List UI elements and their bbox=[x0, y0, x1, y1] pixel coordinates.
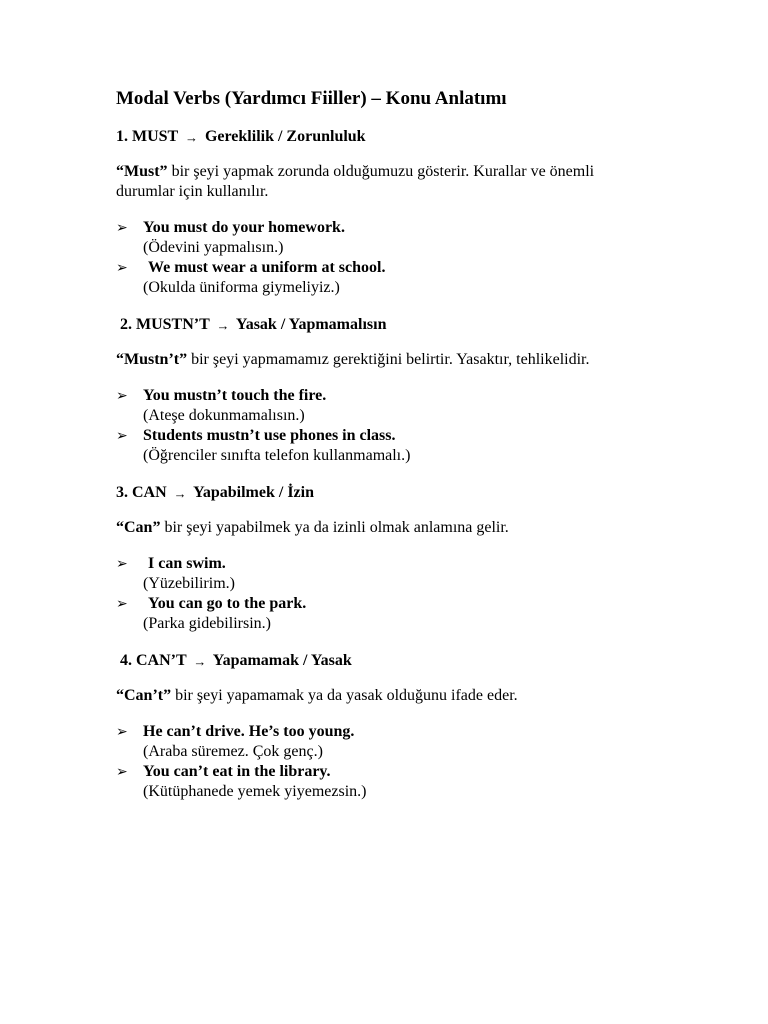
example-sentence: You mustn’t touch the fire. bbox=[143, 387, 327, 404]
section-meaning: Gereklilik / Zorunluluk bbox=[204, 128, 366, 145]
section-meaning: Yapabilmek / İzin bbox=[193, 484, 314, 501]
modal-term: “Can” bbox=[116, 519, 161, 536]
example-translation: (Öğrenciler sınıfta telefon kullanmamalı.) bbox=[143, 447, 411, 464]
example-translation: (Araba süremez. Çok genç.) bbox=[143, 743, 323, 760]
description-text: bir şeyi yapamamak ya da yasak olduğunu ifade eder. bbox=[171, 687, 518, 704]
example-translation: (Ödevini yapmalısın.) bbox=[143, 239, 284, 256]
document-page bbox=[116, 86, 636, 818]
example-list bbox=[116, 218, 636, 298]
section-number-label: 2. MUSTN’T bbox=[120, 316, 210, 333]
section-number-label: 1. MUST bbox=[116, 128, 178, 145]
example-list bbox=[116, 386, 636, 466]
right-arrow-icon: → bbox=[216, 318, 230, 333]
example-translation: (Okulda üniforma giymeliyiz.) bbox=[143, 279, 340, 296]
example-item bbox=[116, 218, 636, 258]
arrowhead-bullet-icon: ➢ bbox=[116, 388, 128, 404]
section-heading bbox=[116, 482, 636, 504]
section-must bbox=[116, 126, 636, 298]
modal-term: “Can’t” bbox=[116, 687, 172, 704]
modal-term: “Mustn’t” bbox=[116, 351, 188, 368]
example-item bbox=[116, 722, 636, 762]
section-meaning: Yasak / Yapmamalısın bbox=[235, 316, 387, 333]
right-arrow-icon: → bbox=[173, 486, 187, 501]
example-item bbox=[116, 762, 636, 802]
description-text: bir şeyi yapmamamız gerektiğini belirtir. Yasaktır, tehlikelidir. bbox=[187, 351, 590, 368]
right-arrow-icon: → bbox=[193, 654, 207, 669]
document-title: Modal Verbs (Yardımcı Fiiller) – Konu Anlatımı bbox=[116, 88, 507, 109]
example-item bbox=[116, 554, 636, 594]
example-item bbox=[116, 594, 636, 634]
arrowhead-bullet-icon: ➢ bbox=[116, 596, 128, 612]
section-description bbox=[116, 350, 636, 370]
section-description bbox=[116, 518, 636, 538]
right-arrow-icon: → bbox=[184, 130, 198, 145]
example-item bbox=[116, 426, 636, 466]
arrowhead-bullet-icon: ➢ bbox=[116, 724, 128, 740]
section-cant bbox=[116, 650, 636, 802]
description-text: bir şeyi yapmak zorunda olduğumuzu gösterir. Kurallar ve önemli durumlar için kullanılır. bbox=[116, 163, 595, 200]
section-can bbox=[116, 482, 636, 634]
example-sentence: We must wear a uniform at school. bbox=[148, 259, 386, 276]
example-list bbox=[116, 554, 636, 634]
section-meaning: Yapamamak / Yasak bbox=[212, 652, 352, 669]
example-sentence: You must do your homework. bbox=[143, 219, 345, 236]
section-description bbox=[116, 162, 636, 202]
arrowhead-bullet-icon: ➢ bbox=[116, 220, 128, 236]
section-mustnt bbox=[116, 314, 636, 466]
example-sentence: You can’t eat in the library. bbox=[143, 763, 331, 780]
section-number-label: 4. CAN’T bbox=[120, 652, 187, 669]
example-item bbox=[116, 258, 636, 298]
arrowhead-bullet-icon: ➢ bbox=[116, 428, 128, 444]
arrowhead-bullet-icon: ➢ bbox=[116, 764, 128, 780]
section-heading bbox=[116, 650, 636, 672]
arrowhead-bullet-icon: ➢ bbox=[116, 556, 128, 572]
description-text: bir şeyi yapabilmek ya da izinli olmak anlamına gelir. bbox=[160, 519, 509, 536]
section-heading bbox=[116, 126, 636, 148]
example-translation: (Parka gidebilirsin.) bbox=[143, 615, 271, 632]
example-item bbox=[116, 386, 636, 426]
example-sentence: I can swim. bbox=[148, 555, 226, 572]
example-sentence: He can’t drive. He’s too young. bbox=[143, 723, 355, 740]
section-description bbox=[116, 686, 636, 706]
section-heading bbox=[116, 314, 636, 336]
example-list bbox=[116, 722, 636, 802]
modal-term: “Must” bbox=[116, 163, 168, 180]
example-translation: (Kütüphanede yemek yiyemezsin.) bbox=[143, 783, 367, 800]
arrowhead-bullet-icon: ➢ bbox=[116, 260, 128, 276]
section-number-label: 3. CAN bbox=[116, 484, 167, 501]
example-sentence: Students mustn’t use phones in class. bbox=[143, 427, 396, 444]
example-translation: (Yüzebilirim.) bbox=[143, 575, 235, 592]
example-translation: (Ateşe dokunmamalısın.) bbox=[143, 407, 305, 424]
example-sentence: You can go to the park. bbox=[148, 595, 307, 612]
